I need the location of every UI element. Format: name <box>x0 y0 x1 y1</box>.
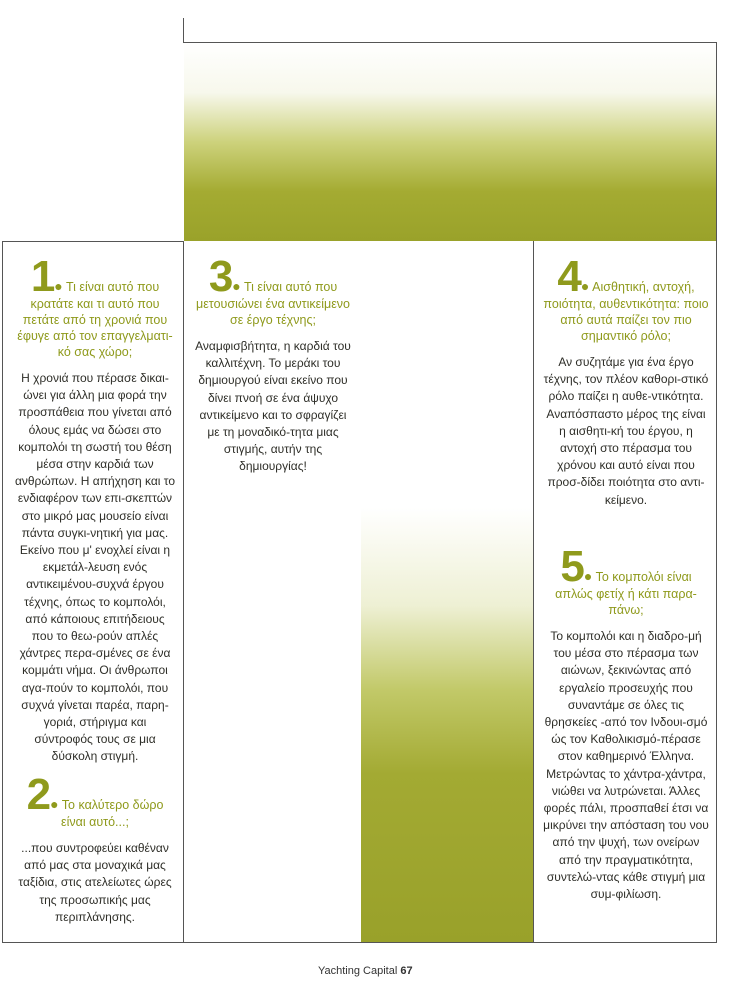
green-band-top <box>184 43 716 241</box>
question-5-heading-block <box>543 542 709 618</box>
rule-left-vertical <box>2 241 3 942</box>
question-4-answer: Αν συζητάμε για ένα έργο τέχνης, τον πλέον καθορι-στικό ρόλο παίζει η αυθε-ντικότητα. Αναπόσπαστο μέρος της είναι η αισθητι-κή του έργου, η αντοχή στο πέρασμα του χρόνου και αυτό είναι που προσ-δίδει ποιότητα στο αντι-κείμενο. <box>543 355 709 507</box>
bullet-dot-icon: ● <box>580 278 590 294</box>
question-5-number: 5 <box>560 542 584 591</box>
question-3 <box>192 252 354 476</box>
question-4-heading: Αισθητική, αντοχή, ποιότητα, αυθεντικότητα: ποιο από αυτά παίζει τον πιο σημαντικό ρόλο; <box>543 280 709 343</box>
question-2-number: 2 <box>26 770 51 819</box>
rule-left-horizontal <box>2 241 184 242</box>
question-1-heading-block <box>14 252 176 360</box>
rule-bottom-horizontal <box>2 942 717 943</box>
green-band-center <box>361 241 533 942</box>
question-1-answer: Η χρονιά που πέρασε δικαι-ώνει για άλλη μια φορά την προσπάθεια που γίνεται από όλους εμάς να δώσει στο κομπολόι τη σωστή του θέση μέσα στην καρδιά των ανθρώπων. Η απήχηση και το ενδιαφέρον των επι-σκεπτών στο μικρό μας μουσείο είναι πάντα συγκι-νητική για μας. Εκείνο που μ' ενοχλεί είναι η εκμετάλ-λευση ενός αντικειμένου-συχνά έργου τέχνης, όπως το κομπολόι, από κάποιους επιτήδειους που το θεω-ρούν απλές χάντρες περα-σμένες σε ένα κομμάτι νήμα. Οι άνθρωποι αγα-πούν το κομπολόι, που συχνά γίνεται παρέα, παρη-γοριά, στήριγμα και σύντροφός τους σε μια δύσκολη στιγμή. <box>14 371 176 764</box>
rule-col-divider-3 <box>533 241 534 943</box>
question-1-number: 1 <box>30 252 55 301</box>
question-1 <box>14 252 176 766</box>
bullet-dot-icon: ● <box>232 278 241 294</box>
page-footer <box>318 965 413 977</box>
bullet-dot-icon: ● <box>50 796 59 812</box>
magazine-name: Yachting Capital <box>318 965 398 977</box>
question-3-answer: Αναμφισβήτητα, η καρδιά του καλλιτέχνη. Το μεράκι του δημιουργού είναι εκείνο που δίνει πνοή σε ένα άψυχο αντικείμενο και το σφραγίζει με τη μοναδικό-τητα μιας στιγμής, αυτήν της δημιουργίας! <box>195 339 351 474</box>
question-5-answer: Το κομπολόι και η διαδρο-μή του μέσα στο πέρασμα των αιώνων, ξεκινώντας από εργαλείο προσευχής που συναντάμε σε όλες τις θρησκείες -από τον Ινδουι-σμό ώς τον Καθολικισμό-πέρασε στον καθημερινό Έλληνα. Μετρώντας το χάντρα-χάντρα, νιώθει να λυτρώνεται. Άλλες φορές πάλι, προσπαθεί έτσι να μικρύνει την απόσταση του νου από την ψυχή, των ονείρων από την πραγματικότητα, συντελώ-ντας κάθε στιγμή μια συμ-φιλίωση. <box>543 629 709 902</box>
rule-top-vertical <box>183 18 184 43</box>
question-3-heading: Τι είναι αυτό που μετουσιώνει ένα αντικείμενο σε έργο τέχνης; <box>196 280 350 327</box>
question-1-heading: Τι είναι αυτό που κρατάτε και τι αυτό που πετάτε από τη χρονιά που έφυγε από τον επαγγελματι-κό σας χώρο; <box>17 280 173 359</box>
question-4-number: 4 <box>557 252 581 301</box>
question-4 <box>543 252 709 509</box>
rule-col-divider-1 <box>183 241 184 943</box>
question-4-heading-block <box>543 252 709 344</box>
page-number: 67 <box>400 965 413 977</box>
question-3-number: 3 <box>208 252 233 301</box>
question-2 <box>14 770 176 926</box>
rule-right-vertical <box>716 42 717 942</box>
question-3-heading-block <box>192 252 354 328</box>
question-2-heading: Το καλύτερο δώρο είναι αυτό...; <box>61 798 164 829</box>
question-2-heading-block <box>14 770 176 830</box>
bullet-dot-icon: ● <box>54 278 63 294</box>
question-2-answer: ...που συντροφεύει καθέναν από μας στα μοναχικά μας ταξίδια, στις ατελείωτες ώρες της προσωπικής μας περιπλάνησης. <box>18 841 172 924</box>
bullet-dot-icon: ● <box>583 568 593 584</box>
question-5 <box>543 542 709 903</box>
question-5-heading: Το κομπολόι είναι απλώς φετίχ ή κάτι παρα-πάνω; <box>555 570 697 617</box>
